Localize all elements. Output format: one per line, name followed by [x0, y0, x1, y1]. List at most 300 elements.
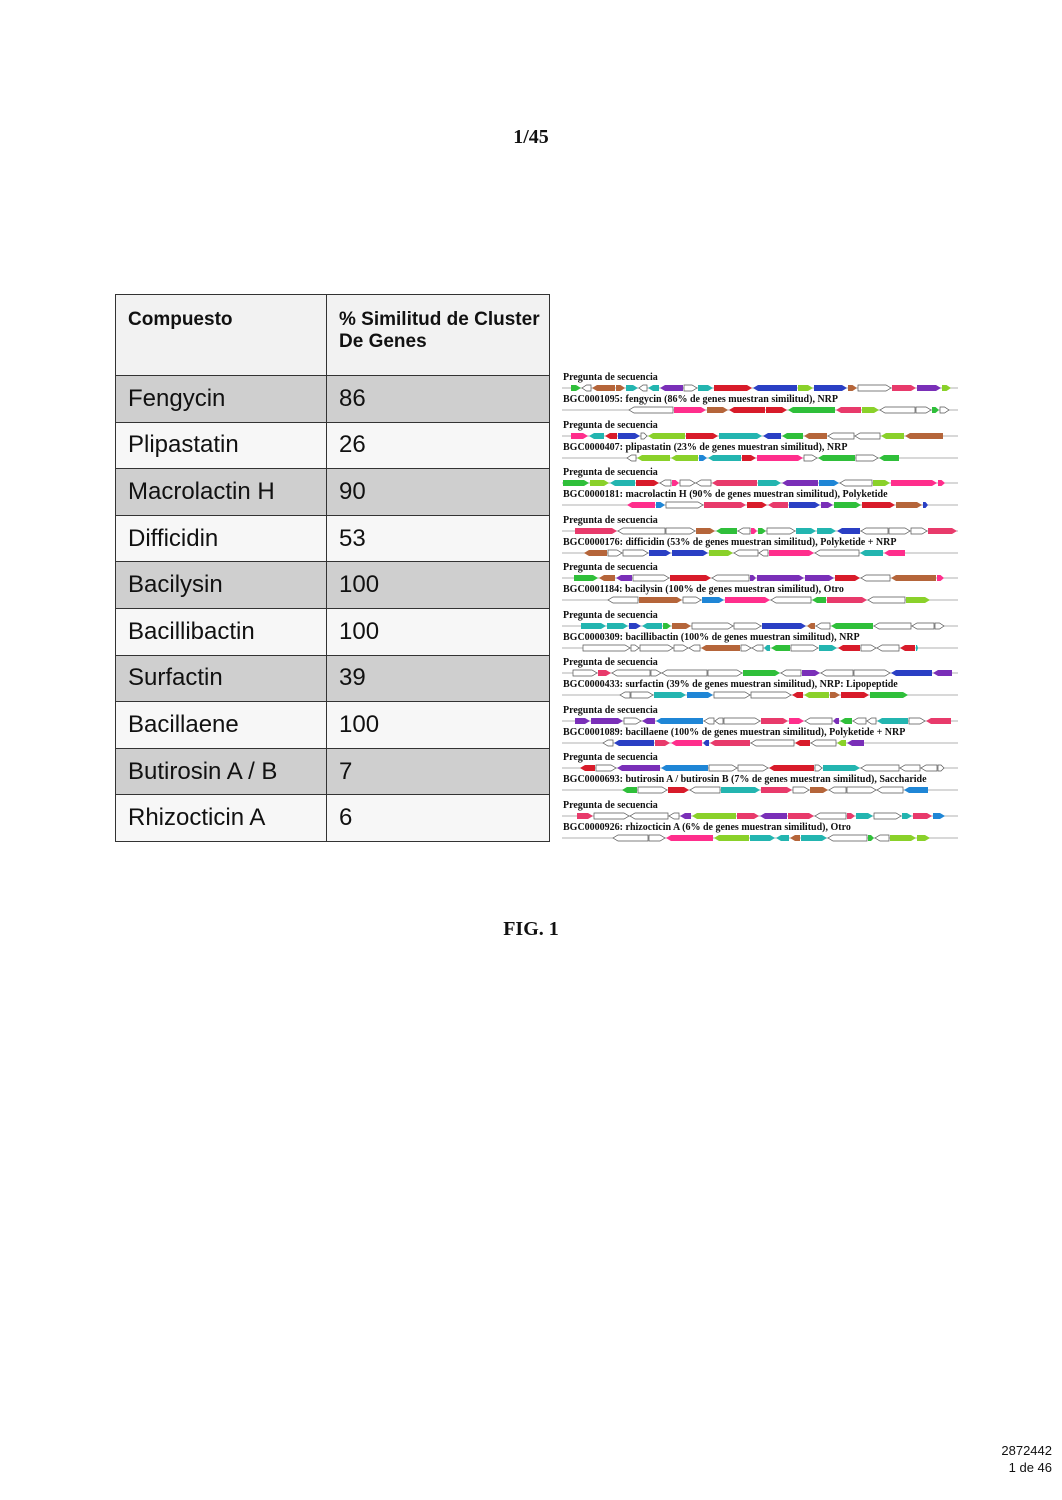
- gene-arrow: [874, 813, 901, 819]
- gene-arrow: [709, 550, 733, 556]
- gene-track: [558, 595, 978, 605]
- gene-arrow: [701, 645, 740, 651]
- gene-arrow: [633, 575, 669, 581]
- table-row: [116, 422, 550, 469]
- gene-arrow: [796, 528, 816, 534]
- gene-arrow: [771, 645, 790, 651]
- gene-track: [558, 716, 978, 726]
- cluster-block: [558, 657, 978, 703]
- gene-arrow: [680, 480, 695, 486]
- gene-arrow: [758, 480, 781, 486]
- gene-arrow: [900, 765, 920, 771]
- gene-arrow: [854, 670, 890, 676]
- query-label: Pregunta de secuencia: [563, 419, 658, 431]
- gene-arrow: [719, 433, 762, 439]
- gene-arrow: [671, 455, 698, 461]
- gene-arrow: [618, 528, 665, 534]
- gene-arrow: [836, 407, 861, 413]
- gene-arrow: [790, 835, 800, 841]
- gene-arrow: [875, 835, 889, 841]
- gene-cluster-comparison: [558, 372, 980, 852]
- gene-arrow: [853, 718, 866, 724]
- query-label: Pregunta de secuencia: [563, 562, 658, 573]
- gene-arrow: [761, 718, 788, 724]
- gene-arrow: [666, 502, 703, 508]
- gene-arrow: [618, 433, 640, 439]
- gene-track: [558, 478, 978, 488]
- gene-arrow: [841, 692, 869, 698]
- gene-arrow: [729, 407, 765, 413]
- gene-arrow: [829, 787, 846, 793]
- gene-arrow: [906, 597, 930, 603]
- gene-track: [558, 500, 978, 510]
- gene-arrow: [696, 528, 715, 534]
- gene-arrow: [689, 645, 700, 651]
- column-header-compound: Compuesto: [116, 295, 327, 376]
- gene-arrow: [862, 407, 879, 413]
- gene-arrow: [627, 502, 655, 508]
- gene-arrow: [782, 433, 803, 439]
- gene-arrow: [870, 692, 908, 698]
- gene-arrow: [648, 433, 685, 439]
- gene-arrow: [831, 623, 873, 629]
- reference-cluster-label: BGC0000181: macrolactin H (90% de genes muestran similitud), Polyketide: [563, 489, 888, 500]
- gene-arrow: [814, 385, 847, 391]
- gene-arrow: [804, 433, 827, 439]
- gene-arrow: [702, 597, 724, 603]
- gene-arrow: [751, 528, 757, 534]
- gene-arrow: [590, 480, 609, 486]
- gene-arrow: [741, 645, 751, 651]
- cluster-block: [558, 372, 978, 418]
- gene-arrow: [636, 480, 659, 486]
- gene-arrow: [856, 455, 878, 461]
- gene-arrow: [580, 765, 595, 771]
- gene-arrow: [862, 502, 895, 508]
- gene-arrow: [669, 813, 679, 819]
- similarity-cell: 100: [327, 562, 550, 609]
- gene-arrow: [662, 670, 707, 676]
- gene-arrow: [656, 718, 703, 724]
- cluster-block: [558, 562, 978, 608]
- page-number: 1/45: [513, 126, 549, 148]
- gene-arrow: [737, 813, 759, 819]
- gene-arrow: [591, 718, 623, 724]
- compound-cell: Bacillaene: [116, 702, 327, 749]
- gene-arrow: [714, 692, 750, 698]
- gene-arrow: [753, 385, 797, 391]
- gene-arrow: [891, 480, 937, 486]
- gene-arrow: [630, 813, 668, 819]
- gene-arrow: [620, 692, 630, 698]
- compound-cell: Bacillibactin: [116, 608, 327, 655]
- gene-arrow: [743, 670, 780, 676]
- gene-arrow: [692, 623, 733, 629]
- gene-arrow: [759, 550, 768, 556]
- gene-arrow: [663, 623, 671, 629]
- gene-arrow: [674, 407, 706, 413]
- compound-cell: Fengycin: [116, 376, 327, 423]
- gene-track: [558, 738, 978, 748]
- gene-arrow: [716, 528, 737, 534]
- gene-arrow: [577, 813, 593, 819]
- gene-arrow: [680, 813, 691, 819]
- gene-arrow: [904, 787, 928, 793]
- gene-arrow: [833, 718, 839, 724]
- gene-arrow: [608, 597, 638, 603]
- gene-arrow: [933, 813, 945, 819]
- column-header-similarity: % Similitud de Cluster De Genes: [327, 295, 550, 376]
- gene-arrow: [791, 645, 818, 651]
- gene-arrow: [767, 528, 795, 534]
- gene-arrow: [938, 765, 944, 771]
- gene-track: [558, 643, 978, 653]
- compound-cell: Bacilysin: [116, 562, 327, 609]
- cluster-block: [558, 420, 978, 466]
- gene-arrow: [672, 480, 679, 486]
- cluster-block: [558, 752, 978, 798]
- gene-arrow: [654, 692, 686, 698]
- gene-arrow: [704, 718, 714, 724]
- gene-arrow: [710, 740, 750, 746]
- gene-arrow: [672, 550, 708, 556]
- gene-arrow: [769, 765, 814, 771]
- gene-arrow: [648, 385, 659, 391]
- gene-arrow: [847, 813, 855, 819]
- gene-arrow: [642, 718, 655, 724]
- gene-arrow: [750, 575, 756, 581]
- gene-arrow: [670, 575, 711, 581]
- query-label: Pregunta de secuencia: [563, 467, 658, 478]
- gene-arrow: [819, 645, 837, 651]
- gene-arrow: [666, 528, 695, 534]
- cluster-block: [558, 610, 978, 656]
- reference-cluster-label: BGC0000433: surfactin (39% de genes muestran similitud), NRP: Lipopeptide: [563, 679, 898, 690]
- similarity-cell: 90: [327, 469, 550, 516]
- compound-cell: Butirosin A / B: [116, 748, 327, 795]
- gene-arrow: [563, 480, 589, 486]
- gene-arrow: [573, 670, 597, 676]
- gene-arrow: [638, 787, 667, 793]
- gene-arrow: [937, 575, 944, 581]
- gene-arrow: [760, 813, 787, 819]
- gene-arrow: [649, 550, 671, 556]
- gene-track: [558, 785, 978, 795]
- gene-arrow: [868, 597, 905, 603]
- gene-arrow: [900, 645, 915, 651]
- gene-arrow: [616, 385, 625, 391]
- gene-arrow: [684, 385, 697, 391]
- gene-arrow: [571, 433, 588, 439]
- gene-arrow: [879, 455, 899, 461]
- table-row: [116, 748, 550, 795]
- gene-arrow: [617, 765, 660, 771]
- gene-arrow: [712, 480, 757, 486]
- gene-arrow: [768, 502, 788, 508]
- gene-arrow: [933, 670, 952, 676]
- gene-arrow: [892, 385, 916, 391]
- gene-track: [558, 668, 978, 678]
- gene-arrow: [627, 455, 636, 461]
- gene-arrow: [626, 385, 638, 391]
- gene-arrow: [581, 623, 606, 629]
- gene-arrow: [860, 550, 883, 556]
- gene-arrow: [761, 787, 792, 793]
- similarity-cell: 53: [327, 515, 550, 562]
- gene-arrow: [819, 480, 839, 486]
- gene-arrow: [709, 765, 737, 771]
- table-row: [116, 608, 550, 655]
- gene-arrow: [835, 575, 860, 581]
- gene-arrow: [890, 835, 916, 841]
- gene-arrow: [874, 623, 911, 629]
- query-label: Pregunta de secuencia: [563, 704, 658, 716]
- compound-cell: Plipastatin: [116, 422, 327, 469]
- gene-arrow: [805, 718, 832, 724]
- gene-track: [558, 573, 978, 583]
- gene-arrow: [571, 385, 581, 391]
- gene-arrow: [703, 740, 709, 746]
- gene-arrow: [868, 835, 874, 841]
- gene-arrow: [714, 835, 749, 841]
- gene-arrow: [815, 550, 859, 556]
- table-row: [116, 795, 550, 842]
- gene-arrow: [612, 670, 650, 676]
- reference-cluster-label: BGC0001184: bacilysin (100% de genes muestran similitud), Otro: [563, 584, 844, 595]
- gene-arrow: [828, 433, 854, 439]
- gene-arrow: [712, 575, 749, 581]
- gene-arrow: [752, 645, 763, 651]
- gene-arrow: [817, 528, 836, 534]
- gene-track: [558, 405, 978, 415]
- gene-arrow: [651, 670, 661, 676]
- gene-arrow: [751, 740, 794, 746]
- gene-arrow: [642, 623, 662, 629]
- gene-arrow: [708, 455, 741, 461]
- cluster-block: [558, 467, 978, 513]
- gene-track: [558, 548, 978, 558]
- gene-arrow: [877, 645, 899, 651]
- gene-arrow: [838, 645, 860, 651]
- gene-arrow: [582, 385, 591, 391]
- gene-track: [558, 526, 978, 536]
- gene-arrow: [598, 670, 611, 676]
- gene-arrow: [699, 455, 707, 461]
- table-row: [116, 702, 550, 749]
- gene-arrow: [858, 385, 891, 391]
- gene-arrow: [923, 502, 928, 508]
- gene-arrow: [789, 718, 804, 724]
- gene-arrow: [574, 575, 598, 581]
- gene-arrow: [916, 645, 918, 651]
- gene-track: [558, 431, 978, 441]
- gene-arrow: [873, 480, 890, 486]
- compound-cell: Surfactin: [116, 655, 327, 702]
- gene-arrow: [877, 718, 908, 724]
- gene-arrow: [750, 835, 775, 841]
- reference-cluster-label: BGC0000176: difficidin (53% de genes muestran similitud), Polyketide + NRP: [563, 536, 897, 548]
- gene-arrow: [815, 813, 846, 819]
- gene-track: [558, 383, 978, 393]
- gene-arrow: [891, 575, 936, 581]
- gene-arrow: [847, 740, 864, 746]
- compound-cell: Rhizocticin A: [116, 795, 327, 842]
- table-row: [116, 562, 550, 609]
- gene-arrow: [909, 718, 925, 724]
- gene-arrow: [672, 623, 691, 629]
- gene-arrow: [905, 433, 943, 439]
- gene-track: [558, 453, 978, 463]
- gene-track: [558, 833, 978, 843]
- gene-arrow: [724, 718, 760, 724]
- gene-arrow: [603, 740, 613, 746]
- gene-arrow: [661, 765, 708, 771]
- reference-cluster-label: BGC0000407: plipastatin (23% de genes muestran similitud), NRP: [563, 441, 848, 453]
- query-label: Pregunta de secuencia: [563, 609, 658, 621]
- gene-arrow: [861, 645, 876, 651]
- gene-arrow: [656, 502, 665, 508]
- gene-arrow: [792, 692, 803, 698]
- gene-arrow: [815, 765, 822, 771]
- gene-arrow: [921, 765, 937, 771]
- query-label: Pregunta de secuencia: [563, 752, 658, 763]
- gene-arrow: [891, 670, 932, 676]
- gene-arrow: [631, 692, 653, 698]
- gene-arrow: [751, 692, 791, 698]
- query-label: Pregunta de secuencia: [563, 657, 658, 668]
- gene-arrow: [834, 502, 861, 508]
- gene-arrow: [594, 813, 629, 819]
- similarity-cell: 100: [327, 702, 550, 749]
- gene-arrow: [666, 835, 713, 841]
- gene-arrow: [575, 718, 590, 724]
- gene-arrow: [881, 433, 904, 439]
- gene-arrow: [641, 433, 647, 439]
- gene-arrow: [692, 813, 736, 819]
- cluster-block: [558, 705, 978, 751]
- gene-arrow: [856, 813, 873, 819]
- gene-arrow: [942, 385, 951, 391]
- gene-track: [558, 763, 978, 773]
- gene-arrow: [830, 692, 840, 698]
- gene-arrow: [671, 740, 702, 746]
- gene-track: [558, 811, 978, 821]
- gene-arrow: [738, 528, 750, 534]
- similarity-cell: 6: [327, 795, 550, 842]
- gene-arrow: [715, 718, 723, 724]
- gene-arrow: [769, 550, 814, 556]
- gene-arrow: [589, 433, 604, 439]
- gene-arrow: [810, 787, 828, 793]
- gene-arrow: [721, 787, 760, 793]
- reference-cluster-label: BGC0000309: bacillibactin (100% de genes muestran similitud), NRP: [563, 631, 860, 643]
- gene-arrow: [940, 407, 949, 413]
- gene-arrow: [766, 407, 787, 413]
- gene-arrow: [668, 787, 689, 793]
- gene-arrow: [599, 575, 615, 581]
- gene-arrow: [616, 575, 632, 581]
- gene-arrow: [687, 692, 713, 698]
- gene-arrow: [738, 765, 768, 771]
- gene-arrow: [613, 835, 648, 841]
- gene-arrow: [624, 718, 641, 724]
- gene-arrow: [798, 385, 813, 391]
- similarity-cell: 39: [327, 655, 550, 702]
- gene-arrow: [880, 407, 915, 413]
- gene-arrow: [660, 385, 683, 391]
- compound-cell: Macrolactin H: [116, 469, 327, 516]
- gene-arrow: [804, 692, 829, 698]
- gene-arrow: [776, 835, 789, 841]
- query-label: Pregunta de secuencia: [563, 799, 658, 811]
- gene-arrow: [708, 670, 742, 676]
- reference-cluster-label: BGC0001095: fengycin (86% de genes muestran similitud), NRP: [563, 394, 838, 405]
- similarity-cell: 100: [327, 608, 550, 655]
- gene-arrow: [734, 623, 761, 629]
- gene-track: [558, 690, 978, 700]
- gene-arrow: [631, 645, 639, 651]
- gene-arrow: [861, 575, 890, 581]
- gene-arrow: [639, 597, 682, 603]
- document-id: 2872442: [1001, 1443, 1052, 1458]
- gene-arrow: [725, 597, 770, 603]
- gene-arrow: [605, 433, 617, 439]
- gene-arrow: [696, 480, 711, 486]
- gene-arrow: [683, 597, 701, 603]
- gene-arrow: [623, 550, 648, 556]
- gene-arrow: [758, 528, 766, 534]
- gene-arrow: [884, 550, 905, 556]
- gene-arrow: [896, 502, 922, 508]
- gene-arrow: [938, 480, 945, 486]
- gene-arrow: [608, 550, 622, 556]
- gene-arrow: [704, 502, 746, 508]
- table-row: [116, 655, 550, 702]
- gene-arrow: [639, 385, 647, 391]
- gene-arrow: [818, 455, 855, 461]
- gene-arrow: [837, 528, 860, 534]
- gene-arrow: [771, 597, 811, 603]
- gene-arrow: [847, 787, 876, 793]
- gene-arrow: [827, 597, 867, 603]
- gene-arrow: [811, 740, 836, 746]
- similarity-cell: 86: [327, 376, 550, 423]
- gene-arrow: [788, 813, 814, 819]
- gene-arrow: [848, 385, 857, 391]
- gene-arrow: [877, 787, 903, 793]
- gene-arrow: [889, 528, 910, 534]
- gene-arrow: [655, 740, 670, 746]
- reference-cluster-label: BGC0000693: butirosin A / butirosin B (7% de genes muestran similitud), Saccharide: [563, 774, 927, 785]
- gene-arrow: [781, 670, 801, 676]
- cluster-block: [558, 515, 978, 561]
- gene-arrow: [649, 835, 665, 841]
- figure-label: FIG. 1: [503, 918, 559, 940]
- gene-arrow: [640, 645, 673, 651]
- gene-arrow: [690, 787, 720, 793]
- gene-arrow: [928, 528, 957, 534]
- gene-arrow: [734, 550, 758, 556]
- gene-arrow: [674, 645, 688, 651]
- gene-arrow: [660, 480, 671, 486]
- gene-arrow: [821, 502, 833, 508]
- gene-arrow: [867, 718, 876, 724]
- gene-arrow: [812, 597, 826, 603]
- reference-cluster-label: BGC0000926: rhizocticin A (6% de genes muestran similitud), Otro: [563, 821, 851, 833]
- similarity-cell: 26: [327, 422, 550, 469]
- gene-arrow: [828, 835, 867, 841]
- gene-arrow: [916, 407, 931, 413]
